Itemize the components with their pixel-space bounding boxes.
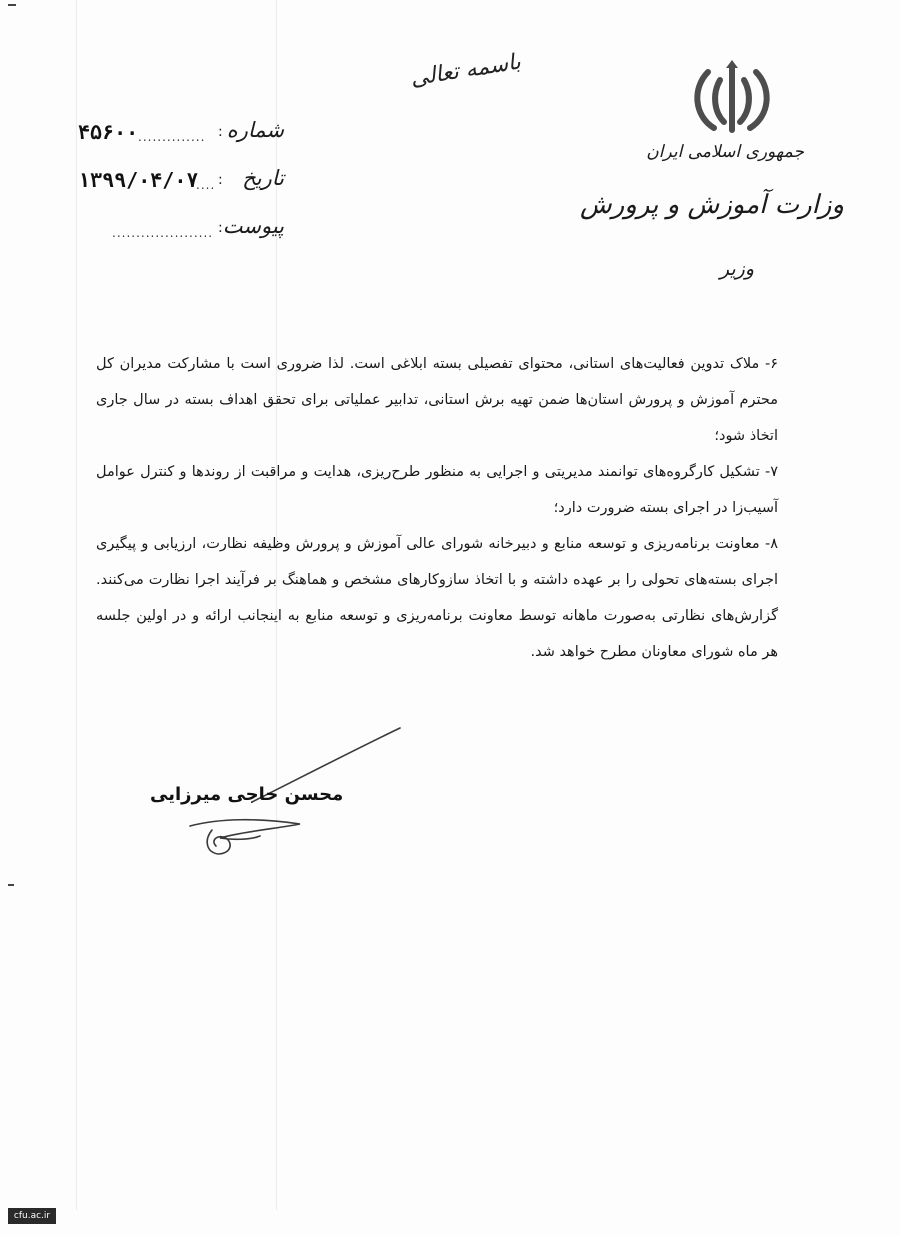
crop-mark-top [8, 4, 16, 6]
crop-mark-middle [8, 884, 14, 886]
letter-date-value: ۱۳۹۹/۰۴/۰۷ [78, 168, 199, 192]
clause-6: ۶- ملاک تدوین فعالیت‌های استانی، محتوای تفصیلی بسته ابلاغی است. لذا ضروری است با مشارکت مدیران کل محترم آموزش و پرورش استان‌ها ضمن تهیه برش استانی، تدابیر عملیاتی برای تحقق اهداف بسته در سال جاری اتخاذ شود؛ [96, 356, 778, 444]
page-margin-line [76, 0, 77, 1210]
clause-8: ۸- معاونت برنامه‌ریزی و توسعه منابع و دبیرخانه شورای عالی آموزش و پرورش وظیفه نظارت، ارزیابی و پیگیری اجرای بسته‌های تحولی را بر عهده داشته و با اتخاذ سازوکارهای مشخص و هماهنگ بر فرآیند اجرا نظارت می‌کنند. گزارش‌های نظارتی به‌صورت ماهانه توسط معاونت برنامه‌ریزی و توسعه منابع به اینجانب ارائه و در اولین جلسه هر ماه شورای معاونان مطرح خواهد شد. [96, 536, 778, 660]
date-label: تاریخ [242, 166, 284, 190]
number-label: شماره [226, 118, 284, 142]
signatory-name: محسن حاجی میرزایی [150, 784, 344, 805]
meta-attachment-row [78, 214, 308, 262]
number-dots: .............. [138, 130, 206, 144]
letter-body [96, 346, 778, 670]
attachment-colon: : [218, 220, 223, 236]
site-watermark: cfu.ac.ir [8, 1208, 56, 1224]
number-colon: : [218, 124, 223, 140]
basmala-heading: باسمه تعالی [408, 49, 523, 92]
attachment-label: پیوست [222, 214, 284, 238]
clause-7: ۷- تشکیل کارگروه‌های توانمند مدیریتی و اجرایی به منظور طرح‌ریزی، هدایت و مراقبت از روندها و کنترل عوامل آسیب‌زا در اجرای بسته ضرورت دارد؛ [96, 464, 778, 516]
iran-emblem-icon [688, 60, 776, 140]
meta-number-row [78, 118, 308, 166]
meta-date-row [78, 166, 308, 214]
letter-meta [78, 118, 308, 262]
attachment-dots: ..................... [112, 226, 214, 240]
republic-title: جمهوری اسلامی ایران [646, 142, 804, 162]
ministry-title: وزارت آموزش و پرورش [579, 190, 844, 220]
letter-number-value: ۴۵۶۰۰ [78, 120, 139, 144]
date-dots: .... [196, 178, 216, 192]
date-colon: : [218, 172, 223, 188]
minister-title: وزیر [719, 258, 754, 280]
